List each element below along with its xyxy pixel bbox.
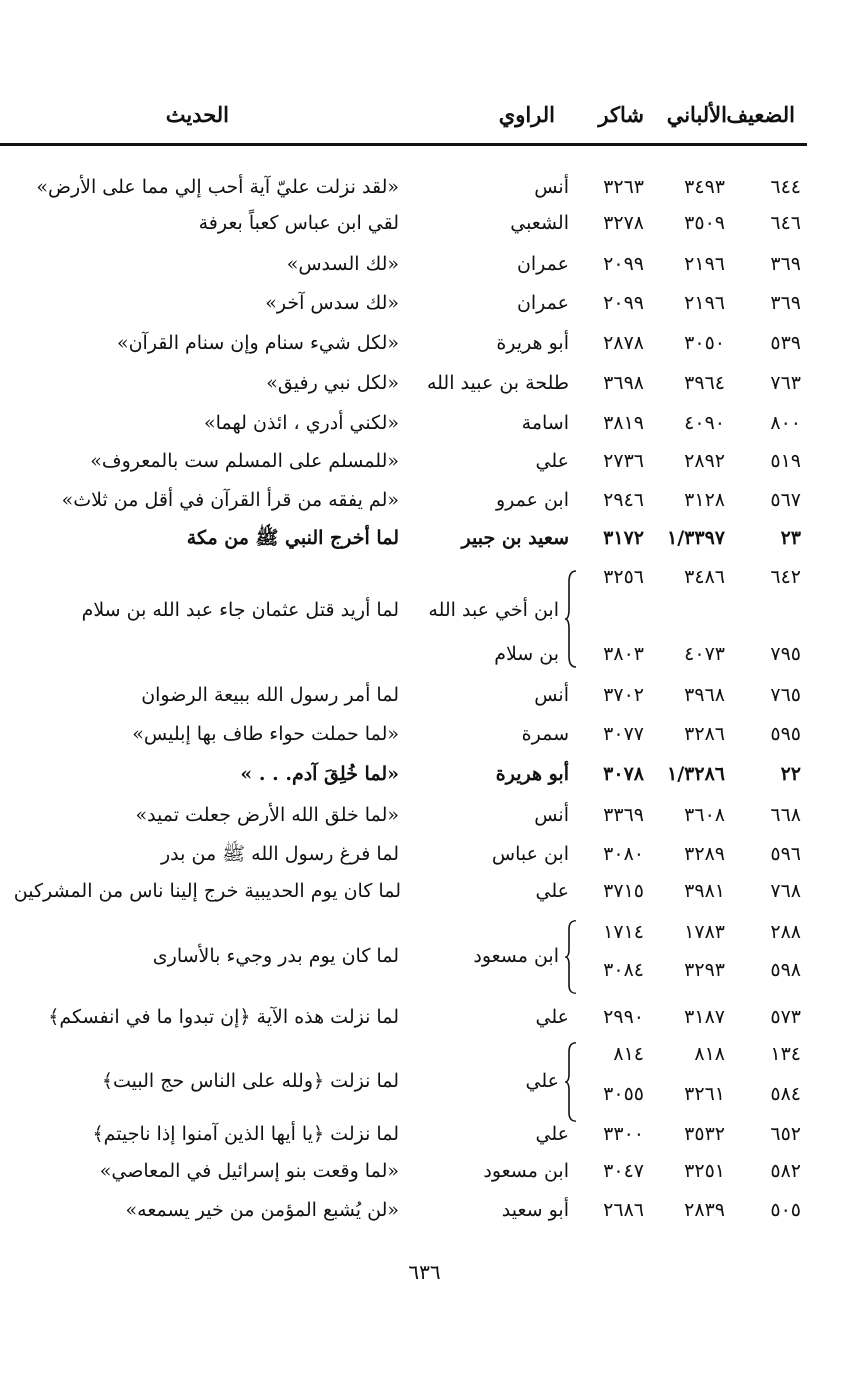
- shakir-number: ٣٧٠٢: [603, 684, 644, 706]
- table-row: [0, 365, 849, 401]
- hadith-text: «لقد نزلت عليّ آية أحب إلي مما على الأرض»: [36, 176, 399, 198]
- albani-number: ٣٢٩٣: [684, 959, 725, 981]
- narrator: ابن مسعود: [483, 1160, 569, 1182]
- table-row: [0, 999, 849, 1035]
- daif-number: ٥٦٧: [770, 489, 801, 511]
- table-row: [0, 836, 849, 872]
- page-number: ٦٣٦: [408, 1260, 441, 1284]
- daif-number: ٥٣٩: [770, 332, 801, 354]
- daif-number: ٦٤٦: [770, 212, 801, 234]
- daif-number: ١٣٤: [770, 1043, 801, 1065]
- table-row: [0, 677, 849, 713]
- table-row: [0, 482, 849, 518]
- albani-number: ٣٦٠٨: [684, 804, 725, 826]
- header-num: الضعيف: [726, 102, 795, 127]
- table-row: [0, 636, 849, 672]
- table-row: [0, 246, 849, 282]
- albani-number: ٣١٢٨: [684, 489, 725, 511]
- shakir-number: ٢٧٣٦: [603, 450, 644, 472]
- header-albani: الألباني: [666, 102, 727, 127]
- shakir-number: ٢٦٨٦: [603, 1199, 644, 1221]
- hadith-text: «لكل نبي رفيق»: [266, 372, 399, 394]
- hadith-text: لقي ابن عباس كعباً بعرفة: [198, 212, 399, 234]
- daif-number: ٥٩٨: [770, 959, 801, 981]
- table-row: [0, 1192, 849, 1228]
- shakir-number: ٣٨١٩: [603, 412, 644, 434]
- albani-number: ٢١٩٦: [684, 253, 725, 275]
- table-row: [0, 716, 849, 752]
- shakir-number: ٣٢٧٨: [603, 212, 644, 234]
- albani-number: ٣٢٥١: [684, 1160, 725, 1182]
- daif-number: ٦٤٢: [770, 566, 801, 588]
- shakir-number: ١٧١٤: [603, 921, 644, 943]
- albani-number: ٣٢٨٩: [684, 843, 725, 865]
- shakir-number: ٣٠٨٤: [603, 959, 644, 981]
- albani-number: ٣٩٦٨: [684, 684, 725, 706]
- hadith-text: لما نزلت ﴿يا أيها الذين آمنوا إذا ناجيتم﴾: [92, 1123, 399, 1145]
- albani-number: ٨١٨: [694, 1043, 725, 1065]
- albani-number: ١٧٨٣: [684, 921, 725, 943]
- daif-number: ٨٠٠: [770, 412, 801, 434]
- brace: [565, 920, 577, 994]
- shakir-number: ٢٩٤٦: [603, 489, 644, 511]
- table-row: [0, 873, 849, 909]
- narrator: ابن عباس: [491, 843, 569, 865]
- hadith-text: «لما خُلِقَ آدم. . . »: [240, 763, 399, 785]
- hadith-text: «لك سدس آخر»: [265, 292, 399, 314]
- table-row: [0, 797, 849, 833]
- daif-number: ٦٦٨: [770, 804, 801, 826]
- table-row: [0, 325, 849, 361]
- hadith-text: «لما حملت حواء طاف بها إبليس»: [132, 723, 399, 745]
- albani-number: ١/٣٣٩٧: [667, 527, 725, 549]
- narrator: اسامة: [521, 412, 569, 434]
- shakir-number: ٢٩٩٠: [603, 1006, 644, 1028]
- shakir-number: ٣٢٥٦: [603, 566, 644, 588]
- albani-number: ٣١٨٧: [684, 1006, 725, 1028]
- albani-number: ٢٨٣٩: [684, 1199, 725, 1221]
- shakir-number: ٣٠٤٧: [603, 1160, 644, 1182]
- narrator: علي: [535, 1123, 569, 1145]
- table-row: [0, 169, 849, 205]
- brace: [565, 570, 577, 668]
- narrator: علي: [535, 450, 569, 472]
- daif-number: ٣٦٩: [770, 253, 801, 275]
- narrator: علي: [535, 1006, 569, 1028]
- table-row: [0, 1116, 849, 1152]
- daif-number: ٧٦٨: [770, 880, 801, 902]
- albani-number: ٣٤٩٣: [684, 176, 725, 198]
- hadith-text: لما كان يوم بدر وجيء بالأسارى: [152, 945, 399, 967]
- daif-number: ٢٣: [780, 527, 801, 549]
- table-row: [0, 285, 849, 321]
- shakir-number: ٣٠٥٥: [603, 1083, 644, 1105]
- narrator-continued: بن سلام: [494, 643, 559, 665]
- daif-number: ٥١٩: [770, 450, 801, 472]
- header-rule: [0, 143, 807, 146]
- narrator: الشعبي: [510, 212, 569, 234]
- daif-number: ٥٩٥: [770, 723, 801, 745]
- shakir-number: ٨١٤: [613, 1043, 644, 1065]
- albani-number: ٤٠٩٠: [684, 412, 725, 434]
- hadith-text: لما أخرج النبي ﷺ من مكة: [186, 527, 399, 549]
- hadith-text: لما أمر رسول الله ببيعة الرضوان: [141, 684, 399, 706]
- narrator: ابن مسعود: [473, 945, 559, 967]
- hadith-text: لما نزلت هذه الآية ﴿إن تبدوا ما في انفسكم﴾: [48, 1006, 399, 1028]
- narrator: ابن أخي عبد الله: [428, 599, 559, 621]
- shakir-number: ٣٢٦٣: [603, 176, 644, 198]
- daif-number: ٥٠٥: [770, 1199, 801, 1221]
- daif-number: ٧٦٣: [770, 372, 801, 394]
- daif-number: ٣٦٩: [770, 292, 801, 314]
- hadith-text: «لما خلق الله الأرض جعلت تميد»: [135, 804, 399, 826]
- albani-number: ١/٣٢٨٦: [667, 763, 725, 785]
- hadith-text: «لكل شيء سنام وإن سنام القرآن»: [116, 332, 399, 354]
- shakir-number: ٣٦٩٨: [603, 372, 644, 394]
- narrator: علي: [535, 880, 569, 902]
- narrator: عمران: [516, 292, 569, 314]
- table-row: [0, 405, 849, 441]
- shakir-number: ٢٨٧٨: [603, 332, 644, 354]
- albani-number: ٣٢٨٦: [684, 723, 725, 745]
- narrator: أبو هريرة: [495, 763, 569, 785]
- daif-number: ٥٨٢: [770, 1160, 801, 1182]
- hadith-text: لما نزلت ﴿ولله على الناس حج البيت﴾: [101, 1070, 399, 1092]
- shakir-number: ٢٠٩٩: [603, 292, 644, 314]
- narrator: أنس: [534, 176, 569, 198]
- albani-number: ٣٢٦١: [684, 1083, 725, 1105]
- narrator: سعيد بن جبير: [461, 527, 569, 549]
- daif-number: ٧٩٥: [770, 643, 801, 665]
- narrator: طلحة بن عبيد الله: [426, 372, 569, 394]
- hadith-text: «لك السدس»: [286, 253, 399, 275]
- brace: [565, 1042, 577, 1122]
- shakir-number: ٣١٧٢: [603, 527, 644, 549]
- albani-number: ٢١٩٦: [684, 292, 725, 314]
- daif-number: ٥٩٦: [770, 843, 801, 865]
- shakir-number: ٢٠٩٩: [603, 253, 644, 275]
- narrator: أنس: [534, 804, 569, 826]
- daif-number: ٥٨٤: [770, 1083, 801, 1105]
- header-narrator: الراوي: [498, 102, 555, 127]
- albani-number: ٤٠٧٣: [684, 643, 725, 665]
- hadith-text: «لكني أدري ، ائذن لهما»: [204, 412, 399, 434]
- table-row: [0, 952, 849, 988]
- hadith-text: «لن يُشبع المؤمن من خير يسمعه»: [125, 1199, 399, 1221]
- albani-number: ٣٩٨١: [684, 880, 725, 902]
- table-row: [0, 1153, 849, 1189]
- table-row: [0, 914, 849, 950]
- table-row: [0, 443, 849, 479]
- hadith-text: «لما وقعت بنو إسرائيل في المعاصي»: [99, 1160, 399, 1182]
- albani-number: ٣٥٠٩: [684, 212, 725, 234]
- narrator: أنس: [534, 684, 569, 706]
- daif-number: ٢٢: [780, 763, 801, 785]
- table-row: [0, 559, 849, 595]
- narrator: سمرة: [521, 723, 569, 745]
- shakir-number: ٣٧١٥: [603, 880, 644, 902]
- table-row: [0, 756, 849, 792]
- shakir-number: ٣٣٠٠: [603, 1123, 644, 1145]
- albani-number: ٣٩٦٤: [684, 372, 725, 394]
- daif-number: ٦٥٢: [770, 1123, 801, 1145]
- narrator: عمران: [516, 253, 569, 275]
- narrator: أبو هريرة: [496, 332, 569, 354]
- daif-number: ٦٤٤: [770, 176, 801, 198]
- table-row: [0, 520, 849, 556]
- hadith-text: لما فرغ رسول الله ﷺ من بدر: [161, 843, 399, 865]
- daif-number: ٥٧٣: [770, 1006, 801, 1028]
- shakir-number: ٣٠٨٠: [603, 843, 644, 865]
- hadith-text: «للمسلم على المسلم ست بالمعروف»: [90, 450, 399, 472]
- hadith-text: «لم يفقه من قرأ القرآن في أقل من ثلاث»: [61, 489, 399, 511]
- narrator: علي: [525, 1070, 559, 1092]
- shakir-number: ٣٠٧٨: [603, 763, 644, 785]
- daif-number: ٧٦٥: [770, 684, 801, 706]
- hadith-text: لما أريد قتل عثمان جاء عبد الله بن سلام: [81, 599, 399, 621]
- albani-number: ٣٤٨٦: [684, 566, 725, 588]
- narrator: أبو سعيد: [501, 1199, 569, 1221]
- hadith-text: لما كان يوم الحديبية خرج إلينا ناس من المشركين: [13, 880, 401, 902]
- table-row: [0, 205, 849, 241]
- shakir-number: ٣٨٠٣: [603, 643, 644, 665]
- narrator: ابن عمرو: [495, 489, 569, 511]
- daif-number: ٢٨٨: [770, 921, 801, 943]
- header-shakir: شاكر: [598, 102, 644, 127]
- albani-number: ٣٥٣٢: [684, 1123, 725, 1145]
- shakir-number: ٣٠٧٧: [603, 723, 644, 745]
- albani-number: ٢٨٩٢: [684, 450, 725, 472]
- shakir-number: ٣٣٦٩: [603, 804, 644, 826]
- header-hadith: الحديث: [165, 102, 229, 127]
- albani-number: ٣٠٥٠: [684, 332, 725, 354]
